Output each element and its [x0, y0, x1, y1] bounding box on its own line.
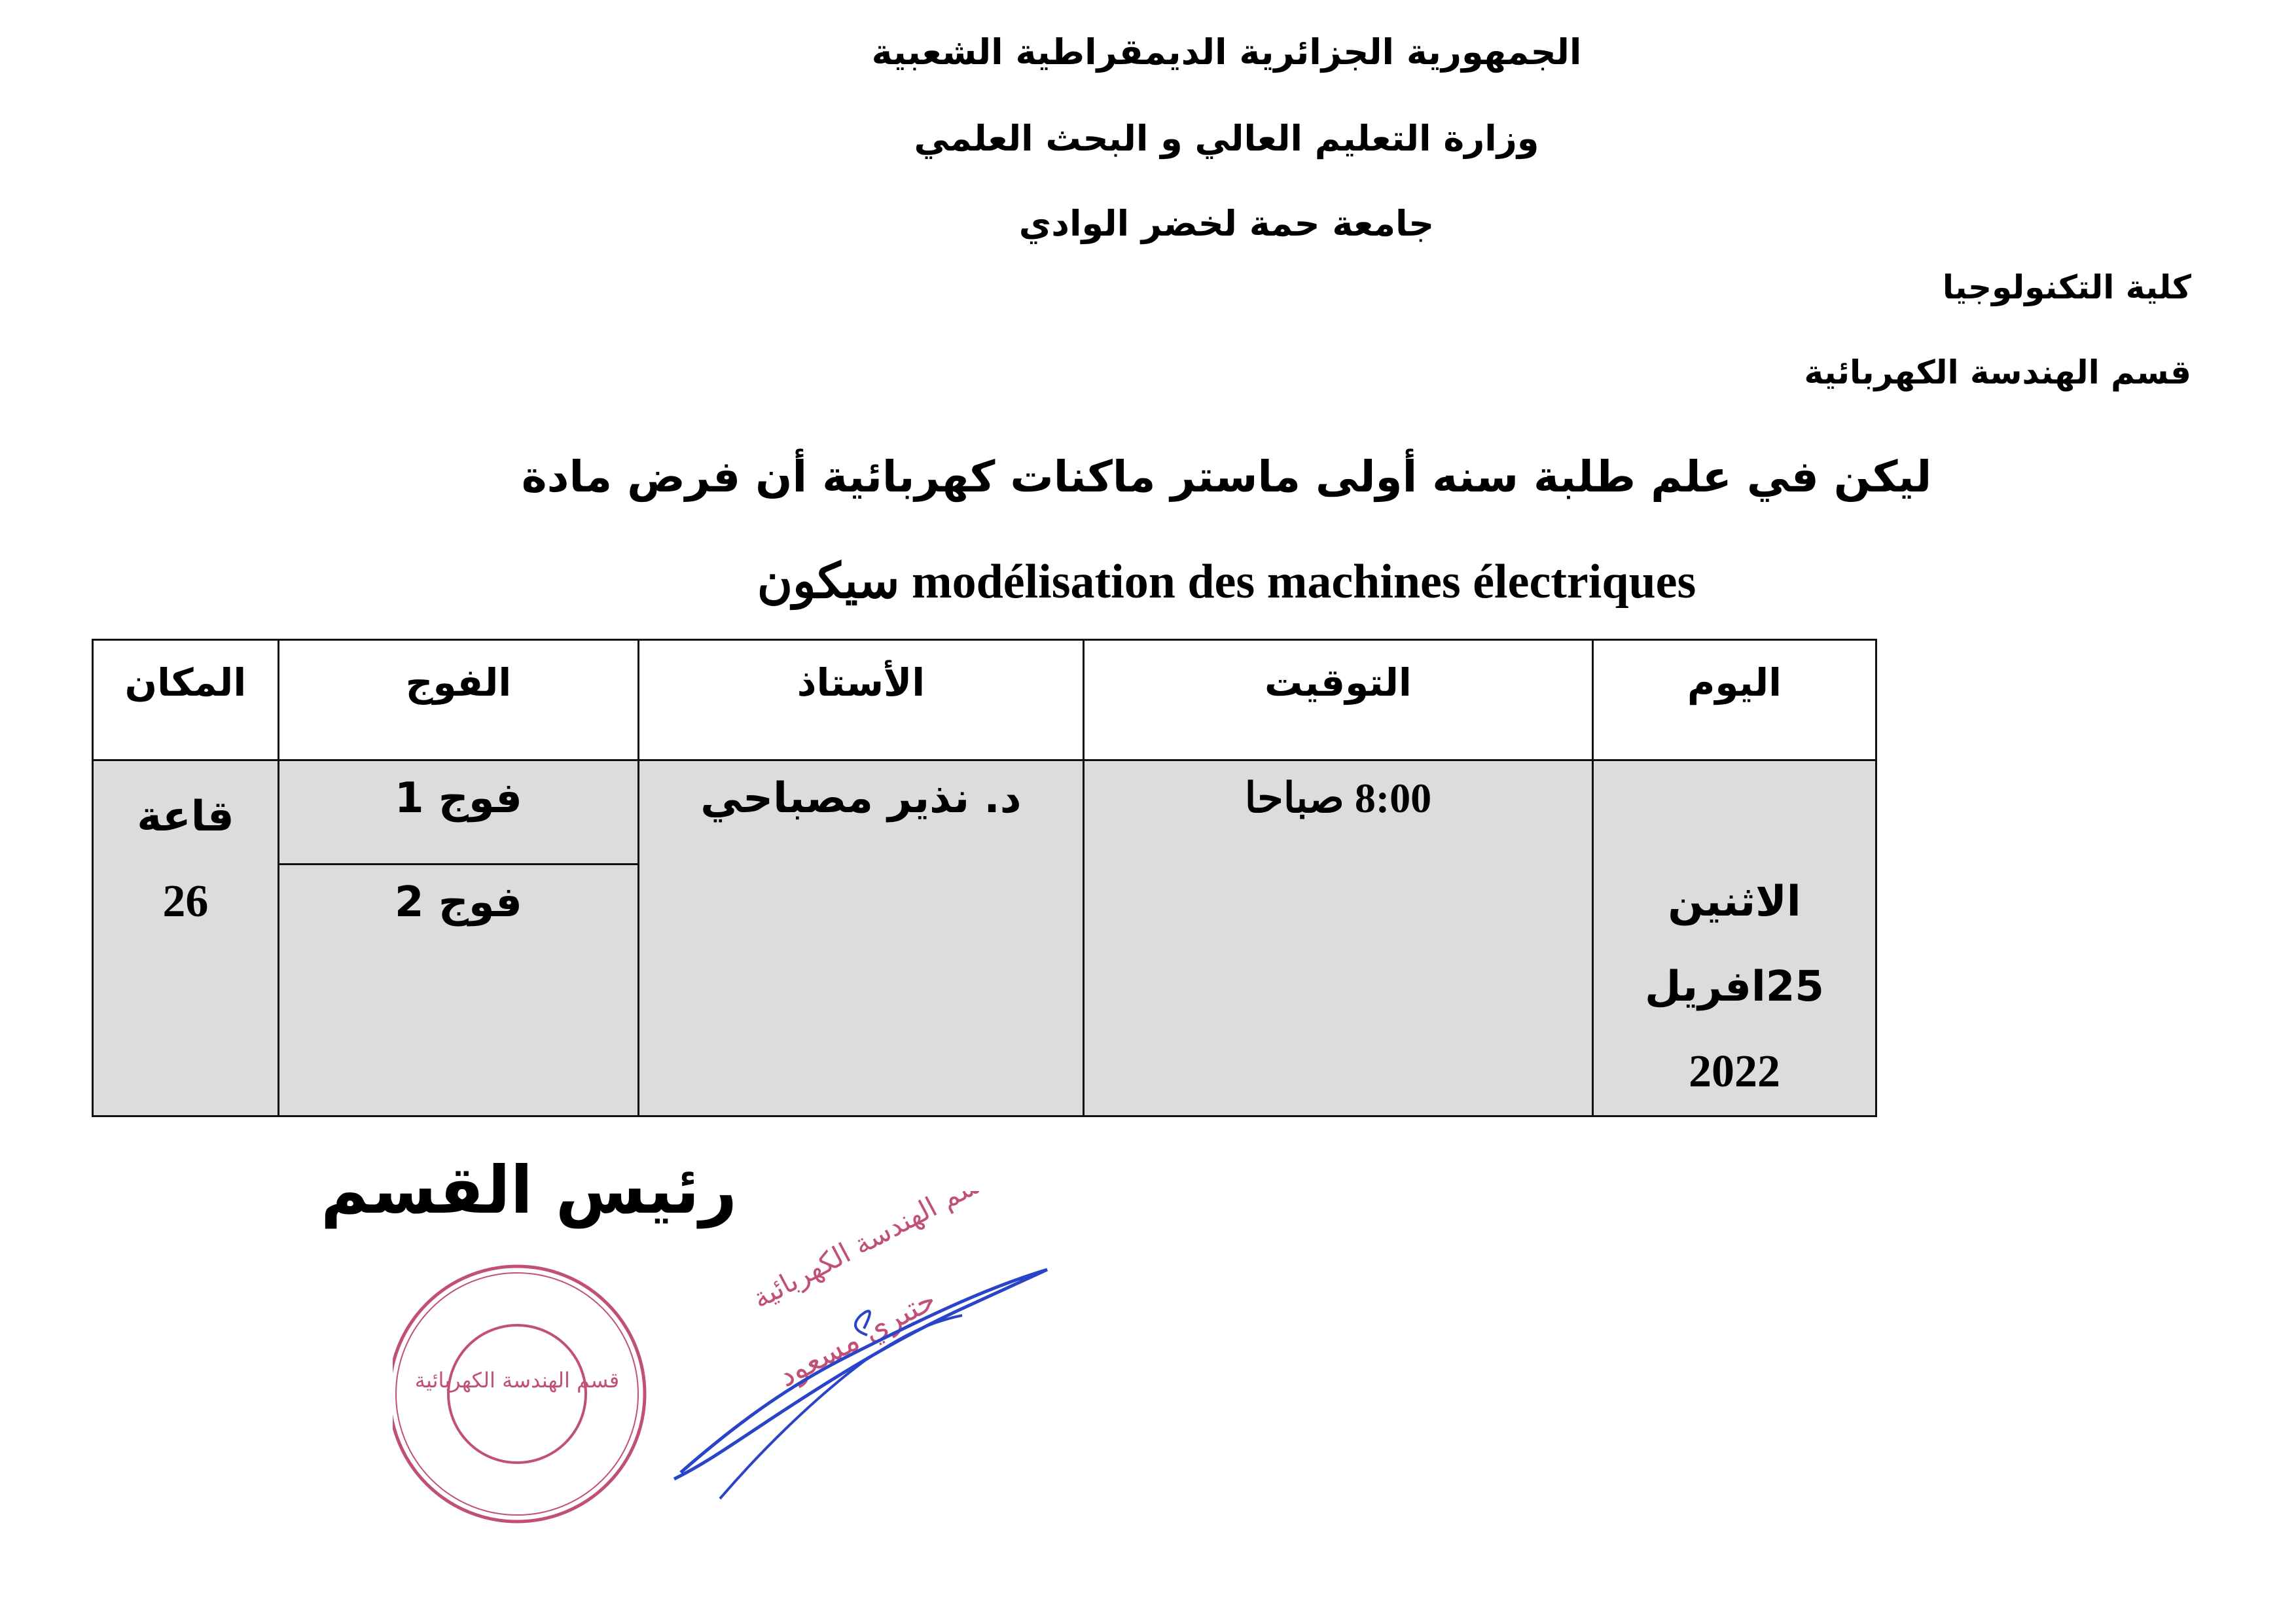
stamp-seal-icon	[393, 1191, 1113, 1597]
header-group: الفوج	[278, 640, 638, 760]
official-stamp-and-signature	[393, 1191, 1113, 1597]
header-place: المكان	[93, 640, 279, 760]
day-cell	[1592, 760, 1876, 1116]
group-1: فوج 1	[394, 774, 522, 823]
stamp-outer-text	[393, 1191, 403, 1196]
place-cell	[93, 760, 279, 1116]
header-day: اليوم	[1592, 640, 1876, 760]
stamp-inner-text: قسم الهندسة الكهربائية	[414, 1368, 620, 1393]
exam-time: 8:00 صباحا	[1244, 775, 1432, 821]
group-cell-1	[278, 760, 638, 865]
notice-line-2: modélisation des machines électriques سيكون	[757, 555, 1696, 609]
header-professor: الأستاذ	[639, 640, 1084, 760]
faculty-name: كلية التكنولوجيا	[1942, 268, 2191, 306]
room-label: قاعة	[137, 793, 234, 841]
table-header-row	[93, 640, 1876, 760]
stamp-name: حتيري مسعود	[772, 1281, 942, 1394]
professor-cell	[639, 760, 1084, 1116]
professor-name: د. نذير مصباحي	[700, 774, 1022, 823]
department-head-title: رئيس القسم	[321, 1152, 738, 1228]
group-cell-2	[278, 865, 638, 1116]
exam-schedule-table	[92, 639, 1877, 1117]
header-time: التوقيت	[1083, 640, 1592, 760]
svg-text:وزارة التعليم العالي والبحث ال	[393, 1191, 403, 1196]
republic-title: الجمهورية الجزائرية الديمقراطية الشعبية	[871, 31, 1582, 73]
group-2: فوج 2	[394, 878, 522, 927]
signature-stroke	[674, 1270, 1047, 1479]
time-cell	[1083, 760, 1592, 1116]
day-date: 25افريل	[1645, 963, 1824, 1011]
day-weekday: الاثنين	[1668, 878, 1801, 926]
ministry-title: وزارة التعليم العالي و البحث العلمي	[914, 118, 1539, 159]
department-name: قسم الهندسة الكهربائية	[1804, 353, 2191, 391]
day-year: 2022	[1688, 1046, 1780, 1097]
table-row	[93, 760, 1876, 865]
university-title: جامعة حمة لخضر الوادي	[1018, 203, 1435, 244]
notice-line-1: ليكن في علم طلبة سنه أولى ماستر ماكنات كهربائية أن فرض مادة	[521, 452, 1932, 502]
stamp-name-title: رئيس قسم الهندسة الكهربائية	[747, 1191, 1064, 1315]
room-number: 26	[162, 876, 209, 927]
